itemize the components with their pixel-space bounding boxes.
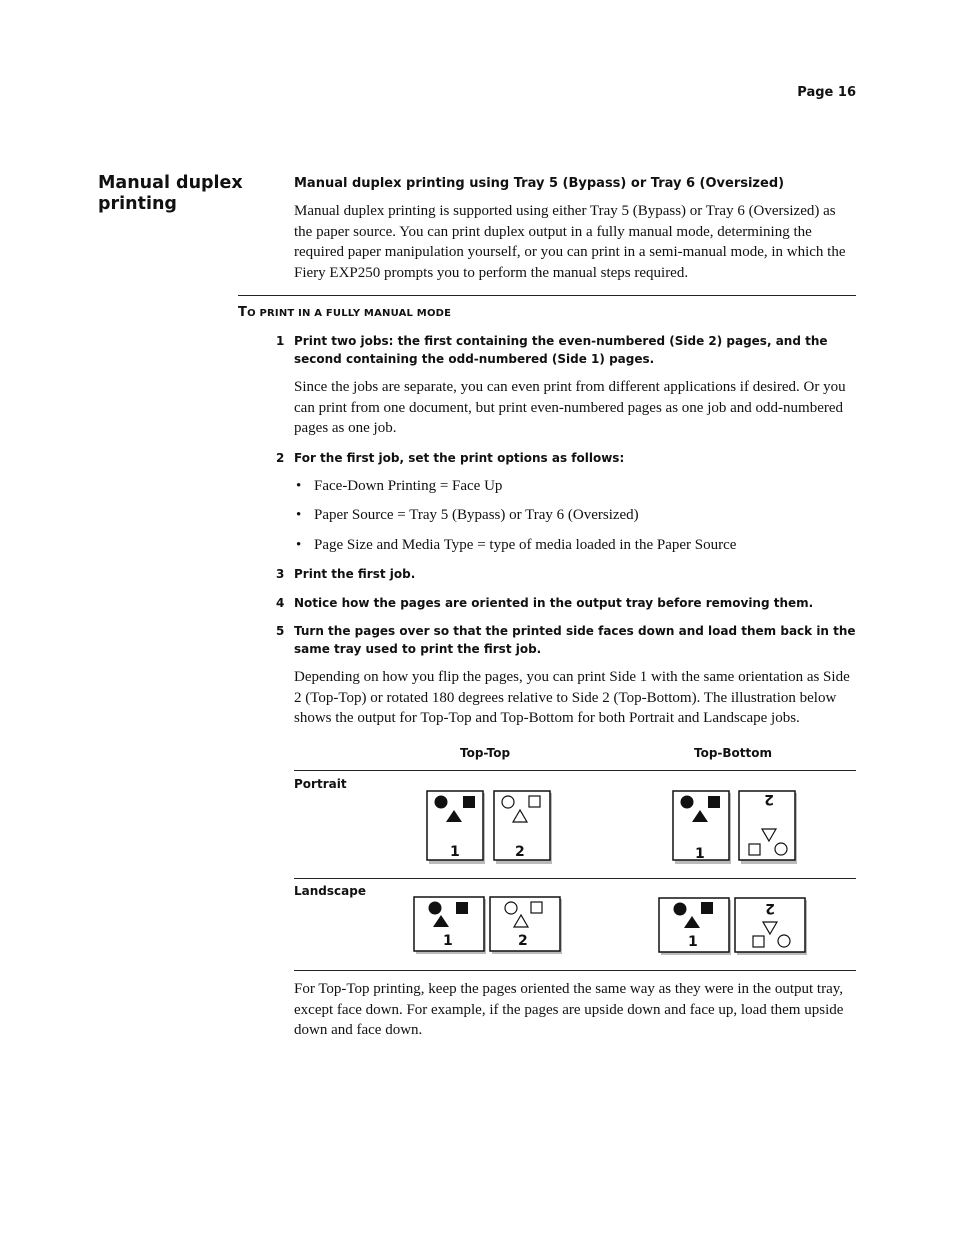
filled-square-icon bbox=[456, 902, 468, 914]
column-header-top-bottom: Top-Bottom bbox=[694, 746, 773, 760]
page-label-1: 1 bbox=[688, 934, 698, 950]
step-number: 2 bbox=[276, 451, 285, 465]
landscape-side-2-page bbox=[490, 897, 562, 954]
page-label-1: 1 bbox=[443, 933, 453, 949]
filled-circle-icon bbox=[674, 903, 687, 916]
page-label-1: 1 bbox=[450, 844, 460, 860]
step-5-note: Depending on how you flip the pages, you can print Side 1 with the same orientation as Side 2 (Top-Top) or rotated 180 degrees relative to Side 2 (Top-Bottom). The illustration below shows the output for Top-Top and Top-Bottom for both Portrait and Landscape jobs. bbox=[294, 669, 850, 726]
filled-circle-icon bbox=[681, 796, 694, 809]
page-label-2: 2 bbox=[518, 933, 528, 949]
filled-square-icon bbox=[708, 796, 720, 808]
landscape-side-2-rotated-page bbox=[735, 898, 807, 955]
bullet-text: Page Size and Media Type = type of media loaded in the Paper Source bbox=[314, 537, 737, 553]
bullet-text: Face-Down Printing = Face Up bbox=[314, 478, 503, 494]
closing-paragraph: For Top-Top printing, keep the pages oriented the same way as they were in the output tray, except face down. For example, if the pages are upside down and face up, load them upside down and face down. bbox=[294, 981, 844, 1038]
page-label-1: 1 bbox=[695, 846, 705, 862]
portrait-top-bottom-diagram bbox=[672, 790, 798, 864]
filled-square-icon bbox=[463, 796, 475, 808]
step-text: For the first job, set the print options as follows: bbox=[294, 451, 625, 465]
page-label-2: 2 bbox=[765, 900, 775, 916]
table-divider bbox=[294, 970, 856, 971]
intro-paragraph: Manual duplex printing is supported using either Tray 5 (Bypass) or Tray 6 (Oversized) as the paper source. You can print duplex output in a fully manual mode, determining the required paper manipulation yourself, or you can print in a semi-manual mode, in which the Fiery EXP250 prompts you to perform the manual steps required. bbox=[294, 203, 846, 281]
row-header-landscape: Landscape bbox=[294, 884, 366, 898]
step-number: 3 bbox=[276, 567, 285, 581]
step-number: 5 bbox=[276, 624, 285, 638]
filled-square-icon bbox=[701, 902, 713, 914]
page-label-2: 2 bbox=[515, 844, 525, 860]
portrait-side-1-page bbox=[673, 791, 731, 864]
page-label-2: 2 bbox=[764, 791, 774, 807]
column-header-top-top: Top-Top bbox=[460, 746, 511, 760]
landscape-top-top-diagram bbox=[413, 896, 563, 954]
filled-circle-icon bbox=[435, 796, 448, 809]
divider bbox=[238, 295, 856, 296]
table-divider bbox=[294, 878, 856, 879]
landscape-top-bottom-diagram bbox=[658, 897, 808, 955]
landscape-side-1-page bbox=[659, 898, 731, 955]
bullet-text: Paper Source = Tray 5 (Bypass) or Tray 6 (Oversized) bbox=[314, 507, 639, 523]
section-title: Manual duplex printing bbox=[98, 173, 243, 214]
procedure-title-small: O bbox=[247, 308, 256, 319]
portrait-side-2-rotated-page bbox=[739, 791, 797, 864]
step-text: Turn the pages over so that the printed side faces down and load them back in the same tray used to print the first job. bbox=[294, 624, 856, 656]
portrait-side-1-page bbox=[427, 791, 485, 864]
procedure-title bbox=[238, 305, 451, 320]
landscape-side-1-page bbox=[414, 897, 486, 954]
procedure-title-rest: PRINT IN A FULLY MANUAL MODE bbox=[255, 308, 452, 319]
page-number: Page 16 bbox=[797, 85, 856, 100]
table-divider bbox=[294, 770, 856, 771]
step-text: Print the first job. bbox=[294, 567, 416, 581]
step-text: Print two jobs: the first containing the even-numbered (Side 2) pages, and the second containing the odd-numbered (Side 1) pages. bbox=[294, 334, 828, 366]
portrait-side-2-page bbox=[494, 791, 552, 864]
step-number: 1 bbox=[276, 334, 285, 348]
row-header-portrait: Portrait bbox=[294, 777, 347, 791]
procedure-title-initial: T bbox=[238, 305, 248, 320]
step-1-note: Since the jobs are separate, you can even print from different applications if desired. Or you can print from one document, but print even-numbered pages as one job and odd-numbered pages as one job. bbox=[294, 379, 846, 436]
subsection-heading: Manual duplex printing using Tray 5 (Bypass) or Tray 6 (Oversized) bbox=[294, 176, 785, 191]
filled-circle-icon bbox=[429, 902, 442, 915]
step-text: Notice how the pages are oriented in the output tray before removing them. bbox=[294, 596, 814, 610]
portrait-top-top-diagram bbox=[426, 790, 552, 864]
step-number: 4 bbox=[276, 596, 285, 610]
